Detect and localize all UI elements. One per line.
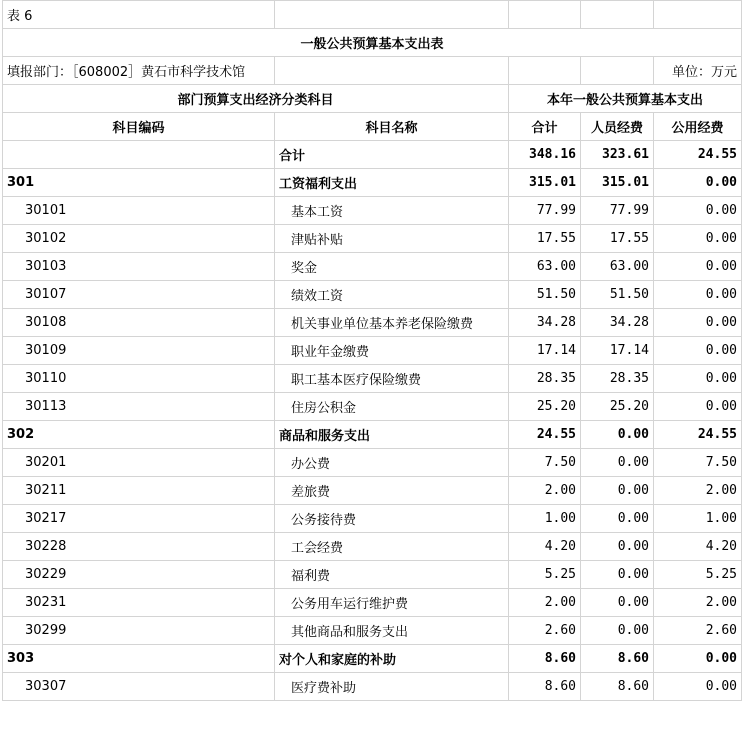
cell-public[interactable]: 2.00 [654, 589, 742, 617]
cell-personnel[interactable]: 323.61 [581, 141, 654, 169]
cell-code[interactable]: 30102 [3, 225, 275, 253]
page-title: 一般公共预算基本支出表 [3, 29, 742, 57]
cell-total[interactable]: 28.35 [509, 365, 581, 393]
cell-total[interactable]: 17.55 [509, 225, 581, 253]
cell-total[interactable]: 2.00 [509, 589, 581, 617]
empty-cell[interactable] [509, 57, 581, 85]
cell-name[interactable]: 办公费 [275, 449, 509, 477]
cell-public[interactable]: 4.20 [654, 533, 742, 561]
cell-name[interactable]: 福利费 [275, 561, 509, 589]
cell-total[interactable]: 8.60 [509, 673, 581, 701]
cell-personnel[interactable]: 63.00 [581, 253, 654, 281]
cell-total[interactable]: 25.20 [509, 393, 581, 421]
cell-public[interactable]: 0.00 [654, 309, 742, 337]
cell-personnel[interactable]: 8.60 [581, 673, 654, 701]
unit-label: 单位：万元 [654, 57, 742, 85]
cell-name[interactable]: 其他商品和服务支出 [275, 617, 509, 645]
cell-personnel[interactable]: 0.00 [581, 449, 654, 477]
cell-code[interactable]: 30113 [3, 393, 275, 421]
cell-total[interactable]: 5.25 [509, 561, 581, 589]
cell-name[interactable]: 住房公积金 [275, 393, 509, 421]
cell-total[interactable]: 2.60 [509, 617, 581, 645]
cell-name[interactable]: 津贴补贴 [275, 225, 509, 253]
cell-code[interactable]: 30110 [3, 365, 275, 393]
cell-name[interactable]: 绩效工资 [275, 281, 509, 309]
cell-code[interactable]: 302 [3, 421, 275, 449]
empty-cell[interactable] [581, 57, 654, 85]
cell-public[interactable]: 0.00 [654, 197, 742, 225]
header-group-left: 部门预算支出经济分类科目 [3, 85, 509, 113]
cell-personnel[interactable]: 315.01 [581, 169, 654, 197]
sheet-label: 表 6 [3, 1, 275, 29]
cell-public[interactable]: 0.00 [654, 281, 742, 309]
cell-name[interactable]: 差旅费 [275, 477, 509, 505]
cell-personnel[interactable]: 17.14 [581, 337, 654, 365]
header-total: 合计 [509, 113, 581, 141]
cell-name[interactable]: 医疗费补助 [275, 673, 509, 701]
cell-total[interactable]: 8.60 [509, 645, 581, 673]
header-personnel: 人员经费 [581, 113, 654, 141]
table-row[interactable] [3, 337, 742, 365]
empty-cell[interactable] [275, 1, 509, 29]
table-row[interactable] [3, 589, 742, 617]
table-row[interactable] [3, 617, 742, 645]
cell-public[interactable]: 0.00 [654, 365, 742, 393]
table-row[interactable] [3, 197, 742, 225]
table-row[interactable] [3, 477, 742, 505]
cell-public[interactable]: 24.55 [654, 421, 742, 449]
table-row[interactable] [3, 533, 742, 561]
cell-personnel[interactable]: 0.00 [581, 421, 654, 449]
cell-public[interactable]: 7.50 [654, 449, 742, 477]
cell-public[interactable]: 24.55 [654, 141, 742, 169]
cell-code[interactable]: 30108 [3, 309, 275, 337]
table-row[interactable] [3, 169, 742, 197]
cell-name[interactable]: 奖金 [275, 253, 509, 281]
cell-total[interactable]: 348.16 [509, 141, 581, 169]
cell-total[interactable]: 34.28 [509, 309, 581, 337]
header-code: 科目编码 [3, 113, 275, 141]
header-group-right: 本年一般公共预算基本支出 [509, 85, 742, 113]
cell-code[interactable]: 30103 [3, 253, 275, 281]
cell-total[interactable]: 17.14 [509, 337, 581, 365]
empty-cell[interactable] [509, 1, 581, 29]
cell-code[interactable]: 30228 [3, 533, 275, 561]
cell-personnel[interactable]: 0.00 [581, 617, 654, 645]
cell-public[interactable]: 0.00 [654, 169, 742, 197]
cell-public[interactable]: 0.00 [654, 225, 742, 253]
cell-personnel[interactable]: 34.28 [581, 309, 654, 337]
cell-code[interactable]: 30217 [3, 505, 275, 533]
cell-name[interactable]: 职业年金缴费 [275, 337, 509, 365]
table-row[interactable] [3, 253, 742, 281]
table-row[interactable] [3, 645, 742, 673]
cell-total[interactable]: 51.50 [509, 281, 581, 309]
cell-name[interactable]: 合计 [275, 141, 509, 169]
header-public: 公用经费 [654, 113, 742, 141]
cell-total[interactable]: 315.01 [509, 169, 581, 197]
cell-total[interactable]: 24.55 [509, 421, 581, 449]
cell-code[interactable] [3, 141, 275, 169]
cell-code[interactable]: 303 [3, 645, 275, 673]
cell-code[interactable]: 30101 [3, 197, 275, 225]
empty-cell[interactable] [654, 1, 742, 29]
cell-personnel[interactable]: 0.00 [581, 505, 654, 533]
cell-personnel[interactable]: 17.55 [581, 225, 654, 253]
cell-code[interactable]: 30307 [3, 673, 275, 701]
cell-personnel[interactable]: 8.60 [581, 645, 654, 673]
cell-personnel[interactable]: 0.00 [581, 477, 654, 505]
cell-total[interactable]: 1.00 [509, 505, 581, 533]
header-name: 科目名称 [275, 113, 509, 141]
table-row[interactable] [3, 225, 742, 253]
cell-public[interactable]: 0.00 [654, 393, 742, 421]
table-row[interactable] [3, 421, 742, 449]
cell-code[interactable]: 30201 [3, 449, 275, 477]
cell-public[interactable]: 0.00 [654, 337, 742, 365]
cell-code[interactable]: 30231 [3, 589, 275, 617]
cell-name[interactable]: 工资福利支出 [275, 169, 509, 197]
cell-code[interactable]: 30299 [3, 617, 275, 645]
cell-public[interactable]: 5.25 [654, 561, 742, 589]
cell-code[interactable]: 301 [3, 169, 275, 197]
cell-public[interactable]: 0.00 [654, 645, 742, 673]
cell-name[interactable]: 公务接待费 [275, 505, 509, 533]
cell-code[interactable]: 30109 [3, 337, 275, 365]
cell-name[interactable]: 机关事业单位基本养老保险缴费 [275, 309, 509, 337]
cell-public[interactable]: 0.00 [654, 253, 742, 281]
cell-name[interactable]: 工会经费 [275, 533, 509, 561]
table-row[interactable] [3, 505, 742, 533]
cell-name[interactable]: 公务用车运行维护费 [275, 589, 509, 617]
cell-public[interactable]: 1.00 [654, 505, 742, 533]
cell-name[interactable]: 对个人和家庭的补助 [275, 645, 509, 673]
cell-personnel[interactable]: 0.00 [581, 533, 654, 561]
cell-code[interactable]: 30229 [3, 561, 275, 589]
cell-name[interactable]: 职工基本医疗保险缴费 [275, 365, 509, 393]
table-row[interactable] [3, 141, 742, 169]
cell-public[interactable]: 2.00 [654, 477, 742, 505]
table-row[interactable] [3, 449, 742, 477]
cell-code[interactable]: 30107 [3, 281, 275, 309]
cell-name[interactable]: 商品和服务支出 [275, 421, 509, 449]
table-row[interactable] [3, 561, 742, 589]
table-row[interactable] [3, 365, 742, 393]
cell-name[interactable]: 基本工资 [275, 197, 509, 225]
cell-personnel[interactable]: 28.35 [581, 365, 654, 393]
cell-personnel[interactable]: 51.50 [581, 281, 654, 309]
budget-table [2, 0, 742, 701]
cell-total[interactable]: 77.99 [509, 197, 581, 225]
table-row[interactable] [3, 393, 742, 421]
cell-public[interactable]: 0.00 [654, 673, 742, 701]
cell-personnel[interactable]: 0.00 [581, 589, 654, 617]
empty-cell[interactable] [581, 1, 654, 29]
cell-total[interactable]: 2.00 [509, 477, 581, 505]
cell-personnel[interactable]: 25.20 [581, 393, 654, 421]
cell-total[interactable]: 63.00 [509, 253, 581, 281]
cell-total[interactable]: 4.20 [509, 533, 581, 561]
cell-total[interactable]: 7.50 [509, 449, 581, 477]
dept-label: 填报部门：［608002］黄石市科学技术馆 [3, 57, 275, 85]
cell-code[interactable]: 30211 [3, 477, 275, 505]
table-row[interactable] [3, 281, 742, 309]
cell-personnel[interactable]: 77.99 [581, 197, 654, 225]
cell-public[interactable]: 2.60 [654, 617, 742, 645]
cell-personnel[interactable]: 0.00 [581, 561, 654, 589]
table-row[interactable] [3, 309, 742, 337]
empty-cell[interactable] [275, 57, 509, 85]
table-row[interactable] [3, 673, 742, 701]
